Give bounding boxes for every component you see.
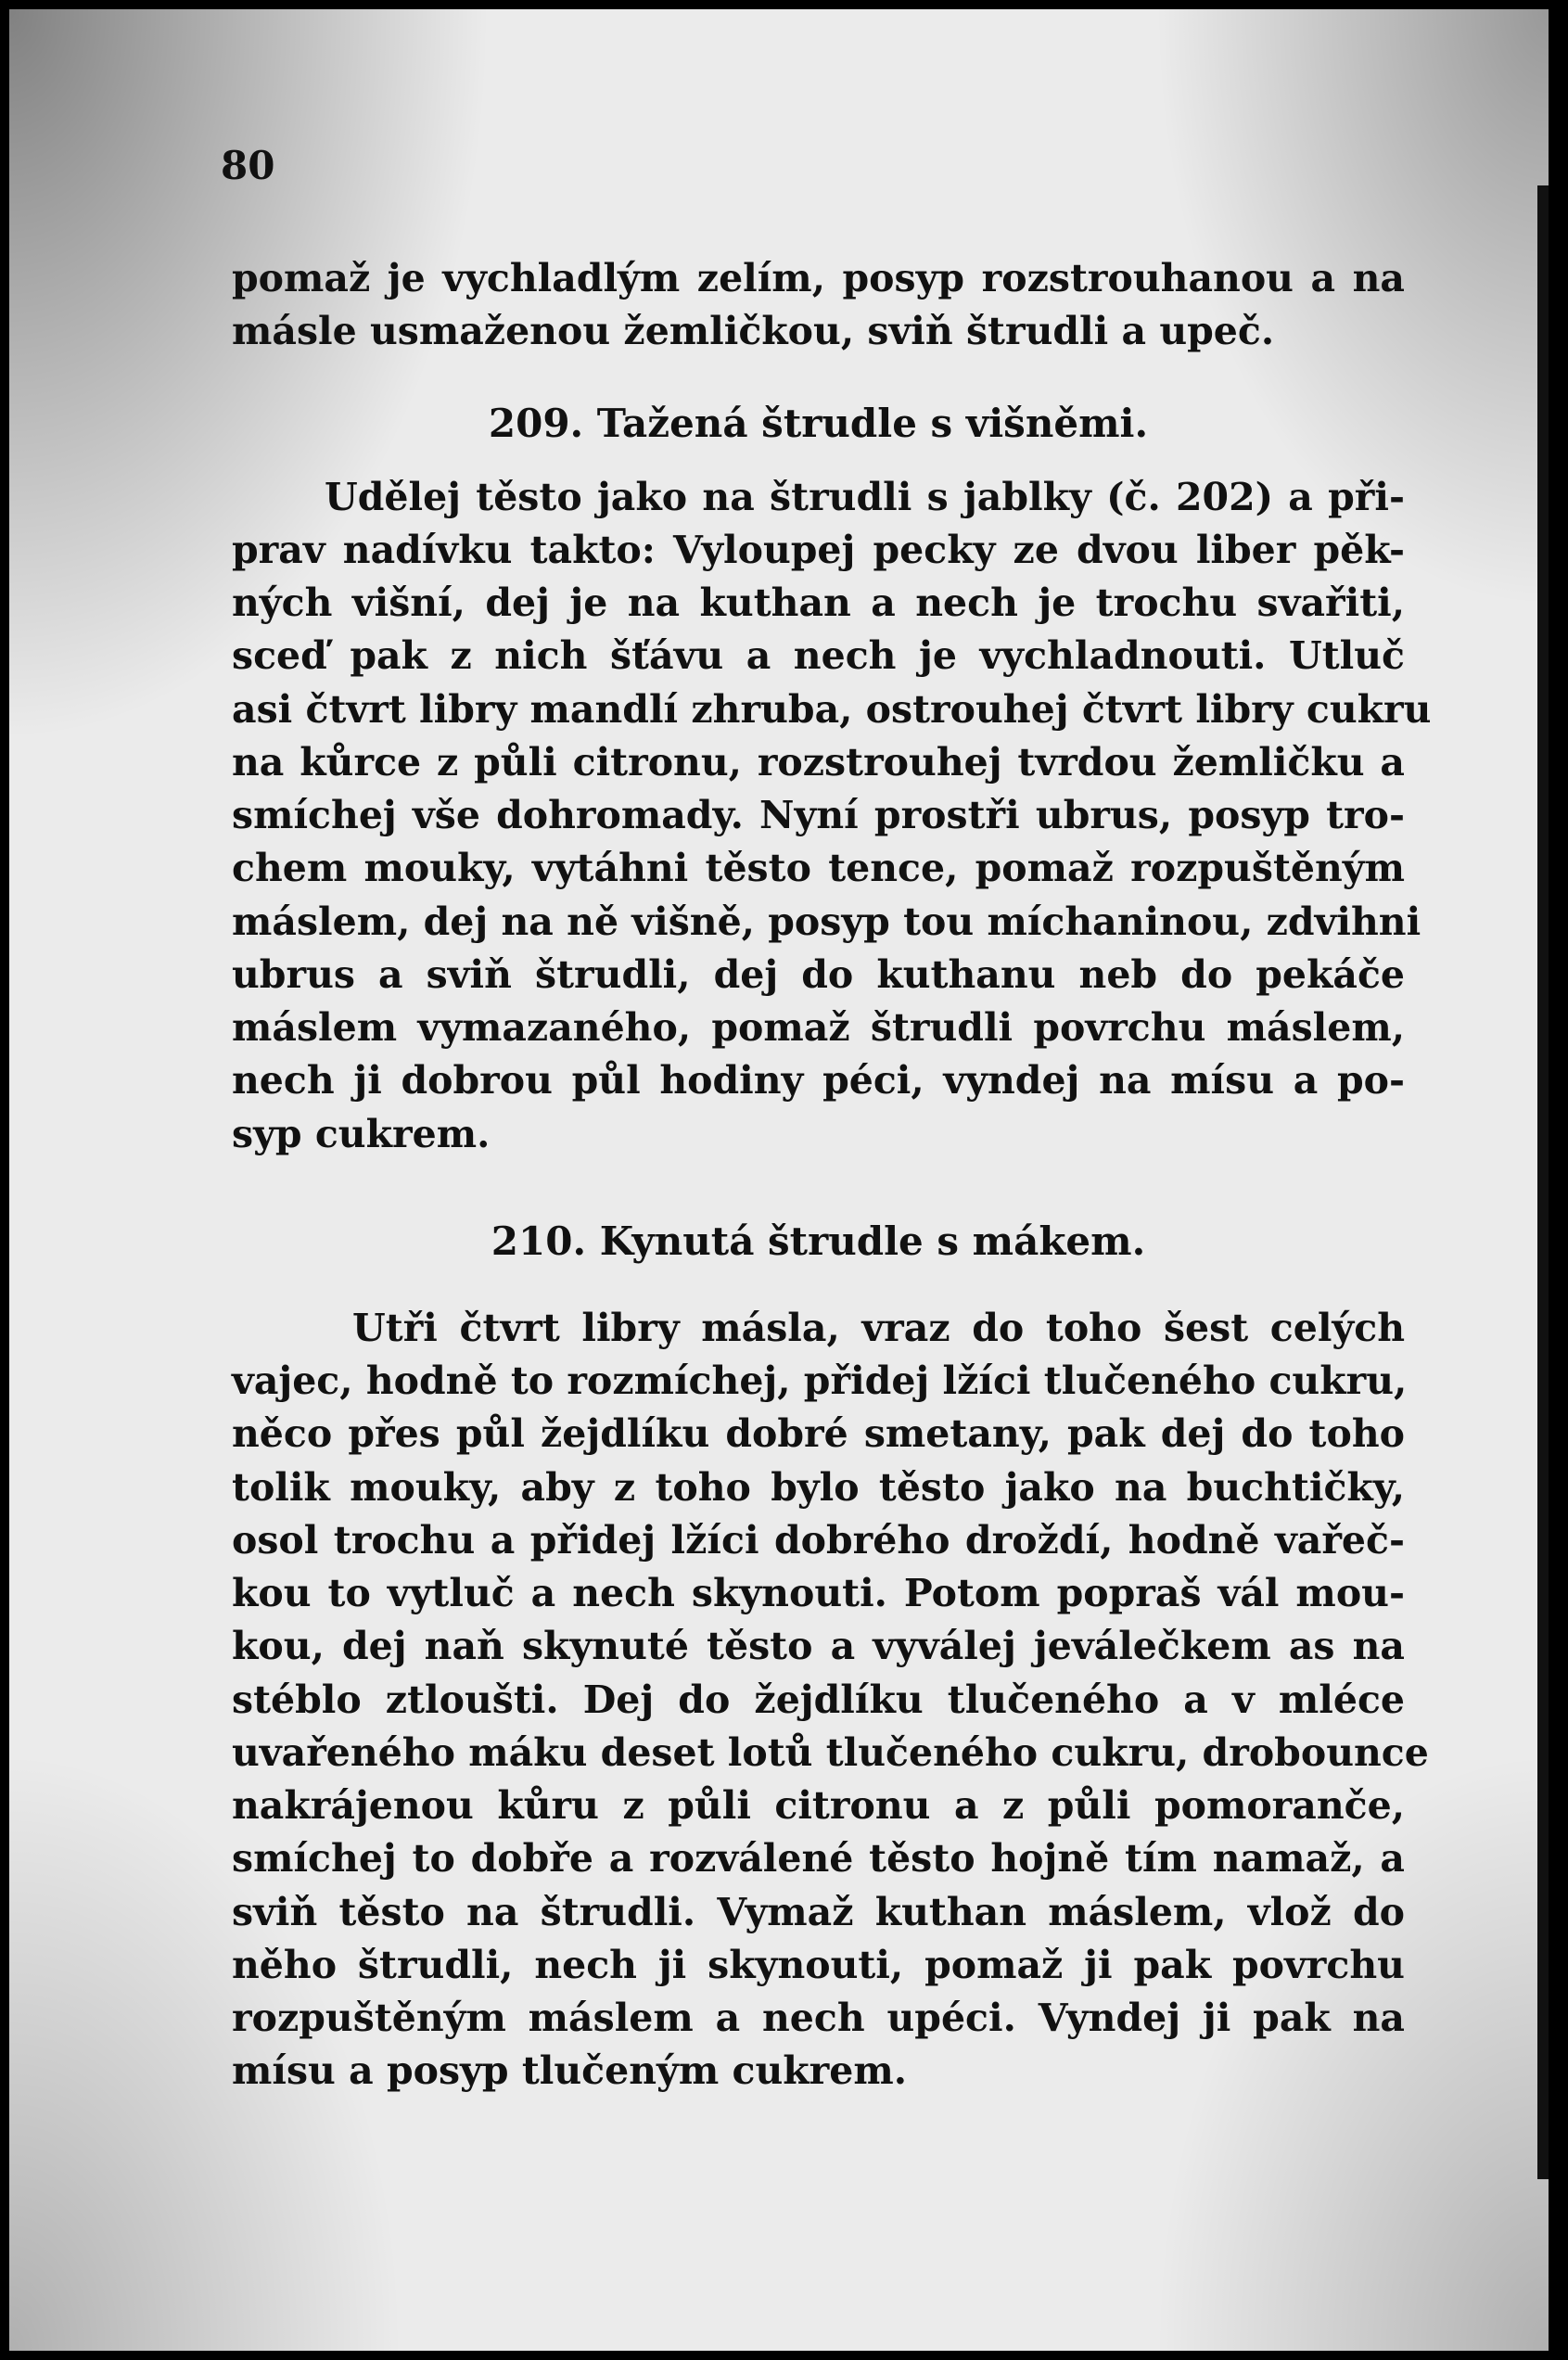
text-line: kou, dej naň skynuté těsto a vyválej jeválečkem as na [232,1624,1405,1668]
text-line: pomaž je vychladlým zelím, posyp rozstrouhanou a na [232,256,1405,300]
text-line: na kůrce z půli citronu, rozstrouhej tvrdou žemličku a [232,740,1405,785]
text-line: nech ji dobrou půl hodiny péci, vyndej na mísu a po- [232,1058,1405,1103]
text-line: prav nadívku takto: Vyloupej pecky ze dvou liber pěk- [232,528,1405,572]
text-line: rozpuštěným máslem a nech upéci. Vyndej ji pak na [232,1996,1405,2040]
text-line: kou to vytluč a nech skynouti. Potom popraš vál mou- [232,1571,1405,1615]
text-line: ných višní, dej je na kuthan a nech je trochu svařiti, [232,580,1405,625]
recipe-heading-210: 210. Kynutá štrudle s mákem. [491,1218,1146,1264]
text-line: sceď pak z nich šťávu a nech je vychladnouti. Utluč [232,633,1405,678]
text-line: vajec, hodně to rozmíchej, přidej lžíci tlučeného cukru, [232,1359,1408,1403]
text-line: másle usmaženou žemličkou, sviň štrudli a upeč. [232,309,1275,353]
text-line: asi čtvrt libry mandlí zhruba, ostrouhej čtvrt libry cukru [232,687,1432,732]
text-line: uvařeného máku deset lotů tlučeného cukru, drobounce [232,1730,1429,1775]
text-line: ubrus a sviň štrudli, dej do kuthanu neb do pekáče [232,952,1405,997]
text-line: smíchej vše dohromady. Nyní prostři ubrus, posyp tro- [232,793,1405,837]
text-line: něco přes půl žejdlíku dobré smetany, pak dej do toho [232,1411,1405,1456]
book-page [9,9,1549,2351]
text-line: syp cukrem. [232,1112,491,1156]
text-line: smíchej to dobře a rozválené těsto hojně tím namaž, a [232,1836,1405,1881]
text-line: něho štrudli, nech ji skynouti, pomaž ji pak povrchu [232,1943,1405,1987]
page-edge-shadow [1537,185,1549,2179]
text-line: osol trochu a přidej lžíci dobrého droždí, hodně vařeč- [232,1518,1405,1563]
text-line: sviň těsto na štrudli. Vymaž kuthan máslem, vlož do [232,1890,1405,1934]
text-line: nakrájenou kůru z půli citronu a z půli pomoranče, [232,1783,1405,1828]
text-line: chem mouky, vytáhni těsto tence, pomaž rozpuštěným [232,846,1405,890]
text-line: máslem, dej na ně višně, posyp tou míchaninou, zdvihni [232,899,1421,944]
text-line: máslem vymazaného, pomaž štrudli povrchu máslem, [232,1005,1405,1050]
page-number: 80 [221,143,275,188]
text-line: mísu a posyp tlučeným cukrem. [232,2048,908,2093]
text-line: stéblo ztloušti. Dej do žejdlíku tlučeného a v mléce [232,1678,1405,1722]
text-line: Utři čtvrt libry másla, vraz do toho šest celých [352,1306,1405,1350]
recipe-heading-209: 209. Tažená štrudle s višněmi. [488,401,1149,446]
text-line: tolik mouky, aby z toho bylo těsto jako na buchtičky, [232,1465,1405,1510]
text-line: Udělej těsto jako na štrudli s jablky (č. 202) a při- [325,475,1405,519]
